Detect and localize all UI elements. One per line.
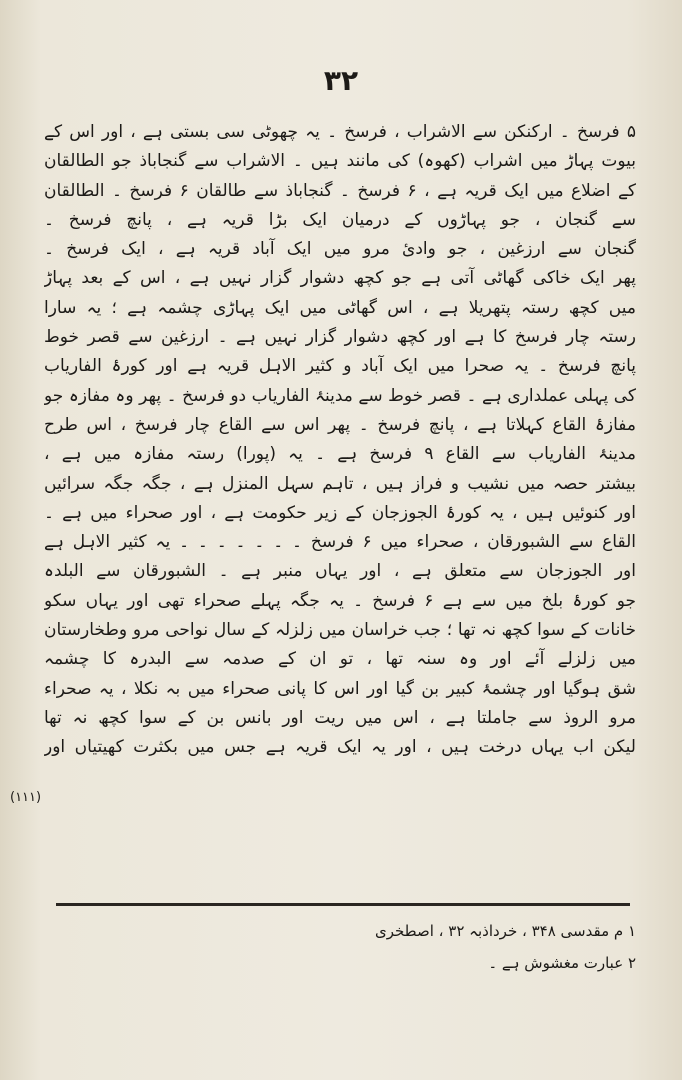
text-line: پھر ایک خاکی گھاٹی آتی ہے جو کچھ دشوار گزار نہیں ہے ، اس کے بعد پہاڑ — [44, 268, 636, 289]
margin-note: (۱۱۱) — [10, 790, 42, 805]
text-line: شق ہوگیا اور چشمۂ کبیر بن گیا اور اس کا پانی صحراء میں بہ نکلا ، یہ صحراء — [44, 678, 636, 699]
text-line: مفازۂ القاع کہلاتا ہے ، پانچ فرسخ ۔ پھر اس سے القاع چار فرسخ ، اس طرح — [44, 414, 636, 435]
text-line: میں کچھ رستہ پتھریلا ہے ، اس گھاٹی میں ایک پہاڑی چشمہ ہے ؛ یہ سارا — [44, 297, 636, 318]
text-line: ۵ فرسخ ۔ ارکنکن سے الاشراب ، فرسخ ۔ یہ چھوٹی سی بستی ہے ، اور اس کے — [44, 122, 636, 142]
text-line: کے اضلاع میں ایک قریہ ہے ، ۶ فرسخ ۔ گنجاباذ سے طالقان ۶ فرسخ ۔ الطالقان — [44, 180, 636, 201]
footnote: ۱ م مقدسی ۳۴۸ ، خرداذبہ ۳۲ ، اصطخری — [374, 922, 636, 940]
text-line: پانچ فرسخ ۔ یہ صحرا میں ایک آباد و کثیر الاہل قریہ ہے اور کورۂ الفاریاب — [44, 356, 636, 377]
text-line: میں زلزلے آئے اور وہ سنہ تھا ، تو ان کے صدمہ سے البدرہ کا چشمہ — [44, 649, 636, 670]
text-line: اور کنوئیں ہیں ، یہ کورۂ الجوزجان کے زیر حکومت ہے ، اور صحراء میں ہے ۔ — [44, 502, 636, 523]
footnote-divider — [56, 903, 630, 906]
footnote: ۲ عبارت مغشوش ہے ۔ — [488, 954, 636, 972]
text-line: مرو الروذ سے جاملتا ہے ، اس میں ریت اور بانس بن کے سوا کچھ نہ تھا — [44, 707, 636, 728]
body-text — [44, 118, 636, 763]
text-line: مدینۂ الفاریاب سے القاع ۹ فرسخ ہے ۔ یہ (پورا) رستہ مفازہ میں ہے ، — [44, 444, 636, 465]
text-line: گنجان سے ارزغین ، جو وادیٔ مرو میں ایک آباد قریہ ہے ، ایک فرسخ ۔ — [44, 239, 636, 260]
text-line: جو کورۂ بلخ میں سے ہے ۶ فرسخ ۔ یہ جگہ پہلے صحراء تھی اور یہاں سکو — [44, 590, 636, 611]
footnotes — [44, 915, 636, 979]
text-line: سے گنجان ، جو پہاڑوں کے درمیان ایک بڑا قریہ ہے ، پانچ فرسخ ۔ — [44, 209, 636, 230]
text-line: خانات کے سوا کچھ نہ تھا ؛ جب خراسان میں زلزلہ کے سال نواحی مرو وطخارستان — [44, 620, 636, 641]
text-line: لیکن اب یہاں درخت ہیں ، اور یہ ایک قریہ ہے جس میں بکثرت کھیتیاں اور — [44, 737, 636, 758]
text-line: رستہ چار فرسخ کا ہے اور کچھ دشوار گزار نہیں ہے ۔ ارزغین سے قصر خوط — [44, 327, 636, 348]
text-line: اور الجوزجان سے متعلق ہے ، اور یہاں منبر ہے ۔ الشبورقان سے البلدہ — [44, 561, 636, 582]
text-line: کی پہلی عملداری ہے ۔ قصر خوط سے مدینۂ الفاریاب دو فرسخ ۔ پھر وہ مفازہ جو — [44, 385, 636, 406]
text-line: القاع سے الشبورقان ، صحراء میں ۶ فرسخ ۔ ۔ ۔ ۔ ۔ ۔ ۔ یہ کثیر الاہل ہے — [44, 532, 636, 553]
text-line: بیوت پہاڑ میں اشراب (کھوہ) کی مانند ہیں ۔ الاشراب سے گنجاباذ جو الطالقان — [44, 151, 636, 172]
page-number: ۳۲ — [323, 64, 359, 97]
text-line: بیشتر حصہ میں نشیب و فراز ہیں ، تاہم سہل المنزل ہے ، جگہ جگہ سرائیں — [44, 473, 636, 494]
